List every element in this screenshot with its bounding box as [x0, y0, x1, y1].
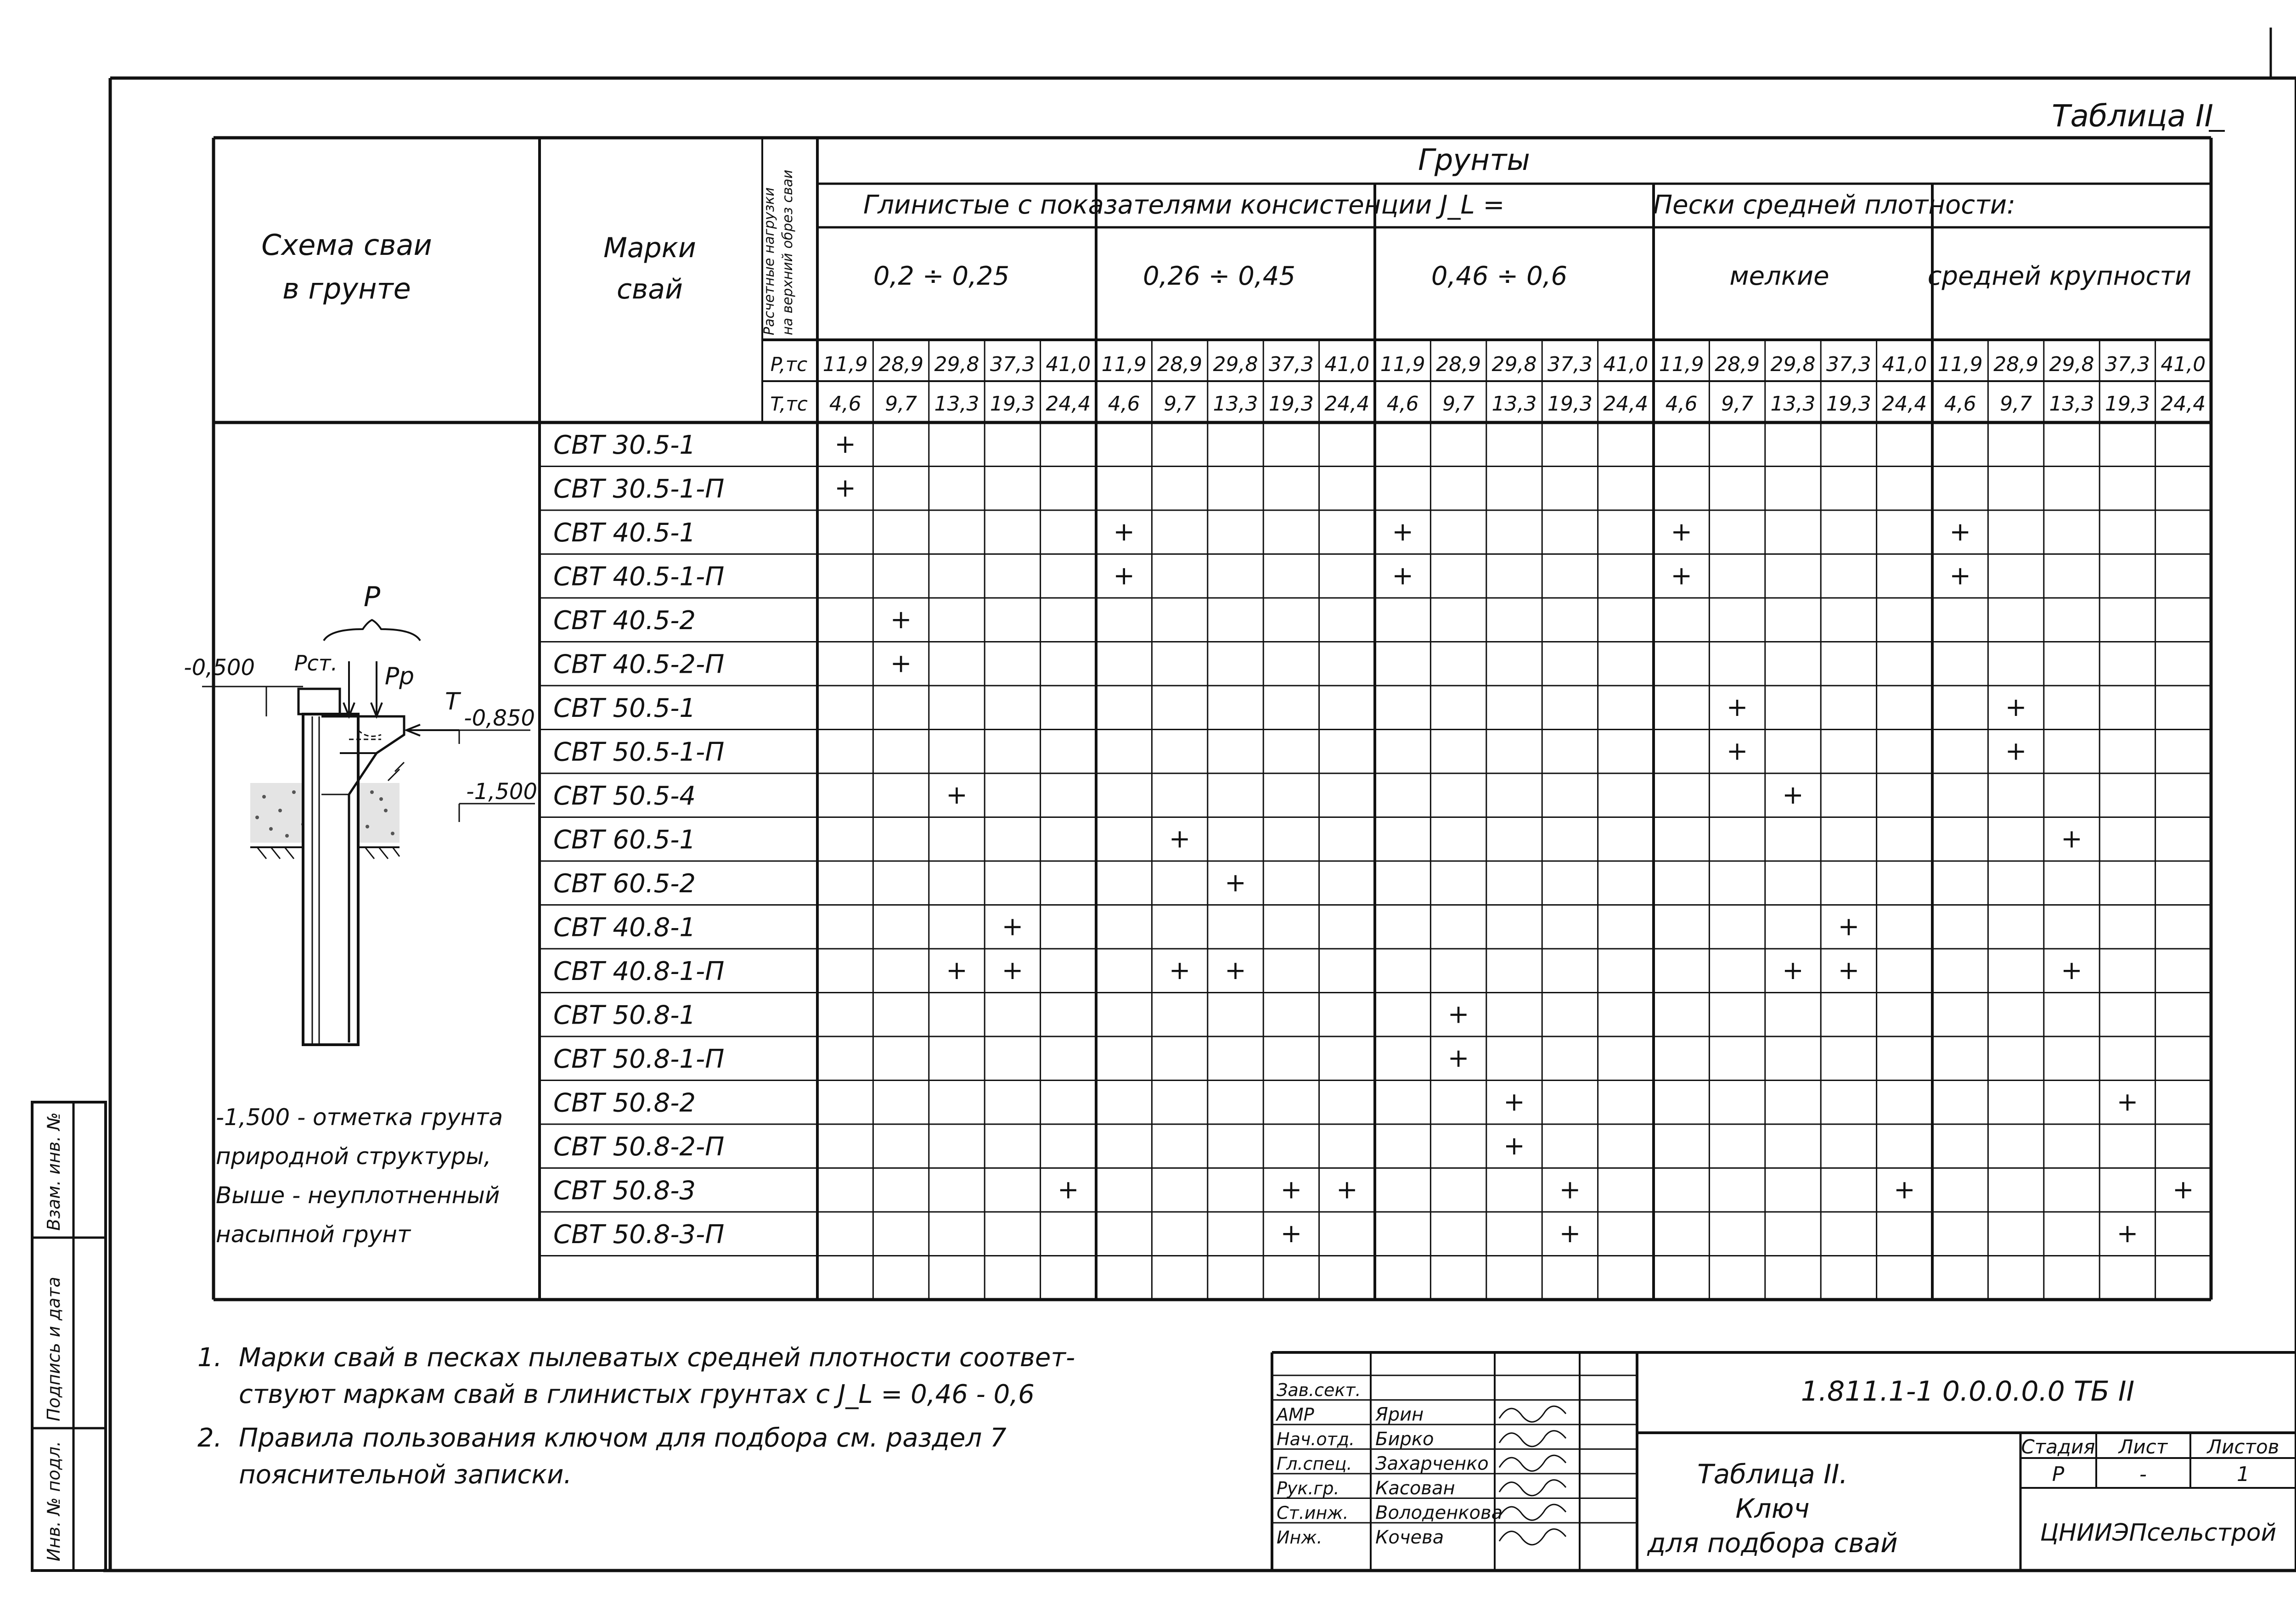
side-stamp-label-1: Инв. № подл. [44, 1441, 64, 1561]
stamp-role: Ст.инж. [1277, 1503, 1349, 1523]
side-stamp-label-3: Взам. инв. № [44, 1112, 64, 1231]
plus-mark: + [834, 473, 856, 503]
t-value-cell: 24,4 [1603, 392, 1649, 416]
t-row-label: T,тс [770, 393, 808, 415]
side-stamp-label-2: Подпись и дата [44, 1277, 64, 1421]
t-value-cell: 19,3 [1268, 392, 1314, 416]
t-value-cell: 19,3 [990, 392, 1035, 416]
p-value-cell: 28,9 [1157, 353, 1203, 376]
signature [1499, 1406, 1566, 1422]
t-value-cell: 4,6 [1386, 392, 1419, 416]
t-value-cell: 4,6 [1665, 392, 1698, 416]
header-marks-line1: Марки [603, 232, 696, 264]
plus-mark: + [1782, 955, 1804, 985]
p-value-cell: 11,9 [1101, 353, 1147, 376]
stamp-name: Володенкова [1375, 1502, 1503, 1524]
scheme-caption-line1: -1,500 - отметка грунта [216, 1104, 503, 1131]
p-value-cell: 41,0 [1324, 353, 1370, 376]
t-value-cell: 9,7 [1164, 392, 1196, 416]
p-value-cell: 41,0 [1603, 353, 1649, 376]
header-loads-line1: Расчетные нагрузки [761, 187, 777, 335]
p-value-cell: 29,8 [1491, 353, 1537, 376]
p-value-cell: 11,9 [1380, 353, 1425, 376]
signature [1499, 1504, 1566, 1520]
plus-mark: + [1838, 955, 1860, 985]
plus-mark: + [1503, 1087, 1525, 1117]
pile-mark: СВТ 50.8-1 [553, 1000, 696, 1030]
pile-mark: СВТ 50.8-1-П [553, 1044, 725, 1074]
pile-mark: СВТ 40.8-1-П [553, 956, 725, 986]
note-2-num: 2. [197, 1423, 222, 1453]
scheme-level-mid: -0,850 [464, 705, 535, 731]
p-value-cell: 37,3 [990, 353, 1035, 376]
pile-mark: СВТ 50.8-2 [553, 1088, 696, 1118]
t-value-cell: 19,3 [2105, 392, 2150, 416]
plus-mark: + [1169, 955, 1191, 985]
table-cells [261, 143, 2206, 1250]
t-value-cell: 4,6 [829, 392, 861, 416]
stamp-role: Зав.сект. [1277, 1380, 1361, 1400]
t-value-cell: 13,3 [2049, 392, 2094, 416]
plus-mark: + [946, 955, 968, 985]
header-sand-group: Пески средней плотности: [1653, 190, 2015, 220]
p-value-cell: 37,3 [1268, 353, 1314, 376]
pile-mark: СВТ 60.5-2 [553, 868, 696, 899]
stamp-name: Ярин [1375, 1404, 1424, 1425]
header-subgroup-5: средней крупности [1927, 261, 2192, 291]
plus-mark: + [1726, 692, 1748, 722]
plus-mark: + [834, 429, 856, 459]
pile-mark: СВТ 40.5-2-П [553, 649, 725, 680]
t-value-cell: 24,4 [2161, 392, 2206, 416]
plus-mark: + [1949, 517, 1971, 547]
sheets-value: 1 [2237, 1463, 2250, 1486]
t-value-cell: 13,3 [934, 392, 979, 416]
t-value-cell: 9,7 [1442, 392, 1475, 416]
header-loads-line2: на верхний обрез сваи [780, 169, 796, 335]
t-value-cell: 13,3 [1491, 392, 1537, 416]
plus-mark: + [1057, 1175, 1079, 1205]
stamp-name: Касован [1375, 1478, 1455, 1499]
t-value-cell: 19,3 [1826, 392, 1871, 416]
plus-mark: + [1392, 517, 1414, 547]
stamp-title-line3: для подбора свай [1647, 1527, 1898, 1559]
scheme-level-top: -0,500 [184, 655, 255, 681]
header-subgroup-3: 0,46 ÷ 0,6 [1431, 261, 1568, 291]
p-value-cell: 41,0 [1046, 353, 1091, 376]
stage-value: Р [2052, 1463, 2065, 1486]
table-label: Таблица II [2052, 98, 2213, 134]
signature [1499, 1455, 1566, 1471]
t-value-cell: 9,7 [2000, 392, 2032, 416]
plus-mark: + [1336, 1175, 1358, 1205]
scheme-level-ground: -1,500 [466, 779, 537, 805]
stage-header: Стадия [2021, 1436, 2095, 1458]
stamp-title-line1: Таблица II. [1697, 1458, 1848, 1490]
p-value-cell: 37,3 [1826, 353, 1871, 376]
scheme-caption-line4: насыпной грунт [216, 1221, 411, 1248]
scheme-p-label: P [363, 581, 381, 613]
stamp-name: Кочева [1375, 1527, 1444, 1548]
side-stamp [32, 1102, 106, 1571]
header-marks-line2: свай [616, 273, 683, 305]
organization: ЦНИИЭПсельстрой [2040, 1519, 2277, 1547]
sheet-frame [103, 28, 2296, 1571]
pile-mark: СВТ 50.5-1 [553, 693, 696, 723]
scheme-pst-label: Pст. [294, 651, 338, 676]
sheet-header: Лист [2118, 1436, 2168, 1458]
pile-mark: СВТ 50.8-2-П [553, 1132, 725, 1162]
pile-mark: СВТ 50.8-3 [553, 1176, 696, 1206]
pile-mark: СВТ 40.5-1-П [553, 562, 725, 592]
header-clay-group: Глинистые с показателями консистенции J_L = [863, 190, 1505, 220]
plus-mark: + [2116, 1087, 2138, 1117]
signature [1499, 1431, 1566, 1447]
p-value-cell: 11,9 [1659, 353, 1704, 376]
plus-mark: + [1782, 780, 1804, 810]
plus-mark: + [1726, 736, 1748, 766]
p-value-cell: 37,3 [2105, 353, 2150, 376]
plus-mark: + [1559, 1175, 1581, 1205]
pile-mark: СВТ 30.5-1 [553, 430, 696, 460]
pile-mark: СВТ 50.8-3-П [553, 1219, 725, 1250]
note-2-line2: пояснительной записки. [239, 1460, 572, 1490]
sheet-value: - [2139, 1463, 2147, 1486]
p-value-cell: 41,0 [1882, 353, 1927, 376]
plus-mark: + [2061, 824, 2082, 854]
plus-mark: + [1225, 867, 1246, 898]
stamp-role: Гл.спец. [1277, 1453, 1352, 1474]
pile-mark: СВТ 30.5-1-П [553, 474, 725, 504]
plus-mark: + [1002, 912, 1024, 942]
plus-mark: + [890, 604, 912, 635]
pile-mark: СВТ 40.5-2 [553, 605, 696, 636]
scheme-caption-line2: природной структуры, [216, 1143, 491, 1170]
p-value-cell: 28,9 [1436, 353, 1481, 376]
p-value-cell: 11,9 [1937, 353, 1983, 376]
pile-mark: СВТ 60.5-1 [553, 825, 696, 855]
plus-mark: + [1949, 561, 1971, 591]
p-value-cell: 11,9 [822, 353, 868, 376]
title-block-rows [1272, 1375, 1637, 1548]
pile-mark: СВТ 50.5-4 [553, 781, 696, 811]
plus-mark: + [2116, 1218, 2138, 1249]
pile-mark: СВТ 50.5-1-П [553, 737, 725, 767]
plus-mark: + [1838, 912, 1860, 942]
stamp-title-line2: Ключ [1735, 1493, 1810, 1524]
t-value-cell: 4,6 [1944, 392, 1976, 416]
t-value-cell: 24,4 [1882, 392, 1927, 416]
stamp-name: Бирко [1375, 1429, 1434, 1450]
p-value-cell: 29,8 [2049, 353, 2094, 376]
header-soils: Грунты [1418, 143, 1530, 177]
plus-mark: + [890, 648, 912, 679]
stamp-role: Нач.отд. [1277, 1429, 1355, 1449]
notes [197, 1343, 1075, 1490]
plus-mark: + [1002, 955, 1024, 985]
plus-mark: + [1447, 999, 1469, 1030]
header-scheme-line2: в грунте [282, 272, 411, 305]
scheme-caption-line3: Выше - неуплотненный [216, 1182, 500, 1209]
header-scheme-line1: Схема сваи [261, 228, 432, 262]
p-value-cell: 37,3 [1547, 353, 1593, 376]
plus-mark: + [1671, 517, 1693, 547]
t-value-cell: 9,7 [1721, 392, 1754, 416]
plus-mark: + [2005, 736, 2027, 766]
plus-mark: + [1113, 561, 1135, 591]
plus-mark: + [2005, 692, 2027, 722]
plus-mark: + [1893, 1175, 1915, 1205]
t-value-cell: 24,4 [1324, 392, 1370, 416]
t-value-cell: 19,3 [1547, 392, 1593, 416]
header-subgroup-1: 0,2 ÷ 0,25 [873, 261, 1010, 291]
note-2-line1: Правила пользования ключом для подбора см. раздел 7 [239, 1423, 1007, 1453]
plus-mark: + [1280, 1175, 1302, 1205]
stamp-role: Инж. [1277, 1527, 1322, 1548]
plus-mark: + [1280, 1218, 1302, 1249]
plus-mark: + [946, 780, 968, 810]
p-value-cell: 28,9 [878, 353, 924, 376]
header-subgroup-2: 0,26 ÷ 0,45 [1143, 261, 1295, 291]
sheets-header: Листов [2207, 1436, 2279, 1458]
scheme-pp-label: Pp [384, 663, 415, 690]
plus-mark: + [2172, 1175, 2194, 1205]
p-value-cell: 29,8 [934, 353, 979, 376]
signature [1499, 1529, 1566, 1545]
doc-code: 1.811.1-1 0.0.0.0.0 ТБ II [1801, 1375, 2135, 1408]
t-value-cell: 13,3 [1770, 392, 1816, 416]
plus-mark: + [1503, 1131, 1525, 1161]
stamp-role: Рук.гр. [1277, 1478, 1339, 1498]
plus-mark: + [1559, 1218, 1581, 1249]
t-value-cell: 13,3 [1213, 392, 1258, 416]
pile-scheme [184, 581, 537, 1248]
plus-mark: + [1671, 561, 1693, 591]
header-subgroup-4: мелкие [1729, 261, 1829, 291]
signature [1499, 1480, 1566, 1496]
t-value-cell: 9,7 [885, 392, 917, 416]
plus-mark: + [2061, 955, 2082, 985]
plus-mark: + [1447, 1043, 1469, 1073]
p-value-cell: 29,8 [1213, 353, 1258, 376]
p-value-cell: 28,9 [1993, 353, 2039, 376]
pile-mark: СВТ 40.5-1 [553, 518, 696, 548]
p-value-cell: 41,0 [2161, 353, 2206, 376]
plus-mark: + [1225, 955, 1246, 985]
plus-mark: + [1113, 517, 1135, 547]
stamp-role: АМР [1277, 1404, 1314, 1425]
title-block [1272, 1352, 2296, 1571]
t-value-cell: 4,6 [1108, 392, 1140, 416]
note-1-line1: Марки свай в песках пылеватых средней плотности соответ- [239, 1343, 1075, 1373]
scheme-t-label: T [445, 688, 460, 715]
plus-mark: + [1392, 561, 1414, 591]
plus-mark: + [1169, 824, 1191, 854]
note-1-line2: ствуют маркам свай в глинистых грунтах с J_L = 0,46 - 0,6 [239, 1380, 1035, 1409]
note-1-num: 1. [197, 1343, 222, 1373]
p-value-cell: 29,8 [1770, 353, 1816, 376]
pile-mark: СВТ 40.8-1 [553, 912, 696, 943]
p-row-label: P,тс [770, 353, 808, 376]
stamp-name: Захарченко [1375, 1453, 1489, 1475]
t-value-cell: 24,4 [1046, 392, 1091, 416]
p-value-cell: 28,9 [1715, 353, 1760, 376]
